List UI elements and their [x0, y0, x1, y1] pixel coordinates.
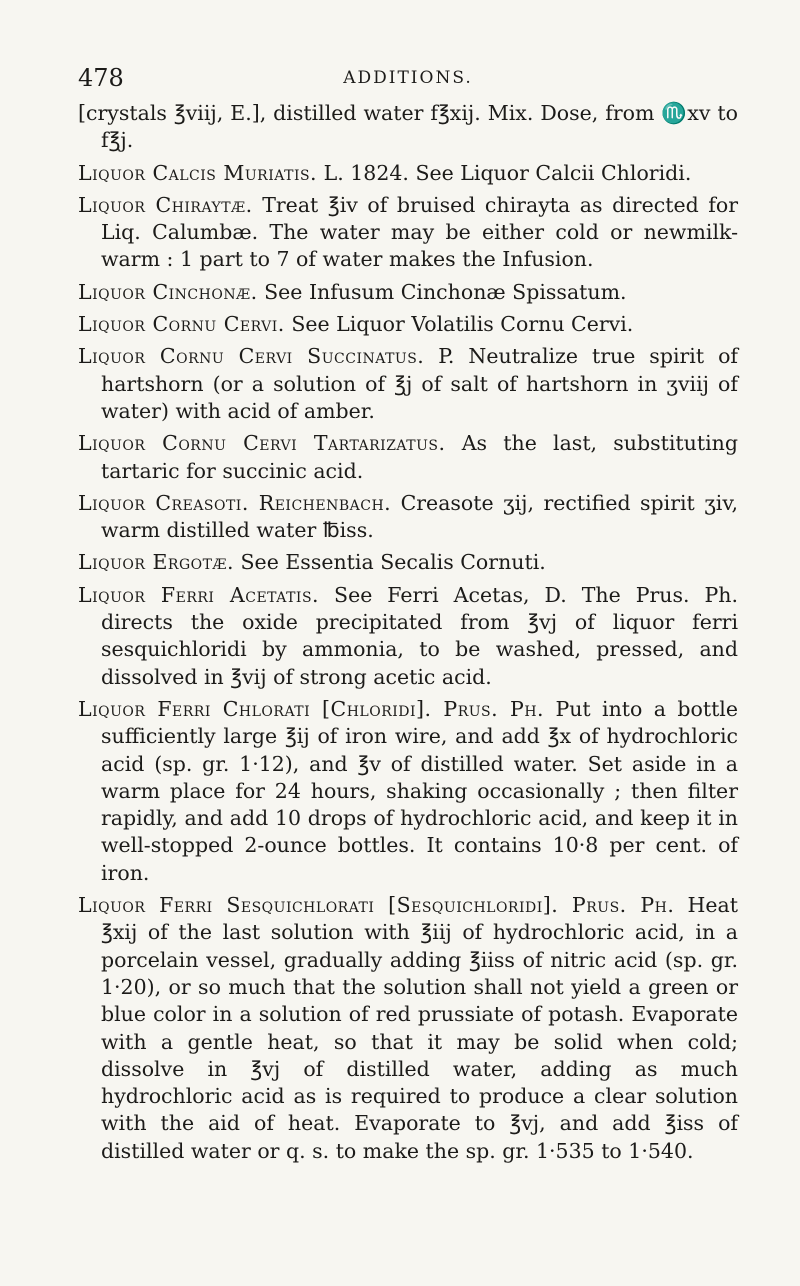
entry-heading: Liquor Ferri Acetatis.: [78, 582, 320, 607]
entry-text: See Liquor Volatilis Cornu Cervi.: [284, 312, 634, 337]
entry-heading: Liquor Ferri Sesquichlorati [Sesquichloridi]. Prus. Ph.: [78, 893, 675, 918]
entry-text: L. 1824. See Liquor Calcii Chloridi.: [317, 160, 692, 185]
entry-liquor-ferri-chlorati: [78, 696, 738, 887]
entry-liquor-ferri-sesquichlorati: [78, 892, 738, 1165]
entry-heading: Liquor Creasoti. Reichenbach.: [78, 490, 392, 515]
entry-heading: Liquor Chiraytæ.: [78, 192, 253, 217]
entry-liquor-ergotae: [78, 549, 738, 576]
entry-text: P. Neutralize true spirit of hartshorn (or a solution of ℥j of salt of hartshorn in ʒviij of water) with acid of amber.: [101, 344, 738, 423]
entry-text: Treat ℥iv of bruised chirayta as directed for Liq. Calumbæ. The water may be either cold or newmilk-warm : 1 part to 7 of water makes the Infusion.: [101, 192, 739, 272]
entry-liquor-creasoti: [78, 490, 738, 545]
entry-text: Put into a bottle sufficiently large ℥ij of iron wire, and add ℥x of hydrochloric acid (sp. gr. 1·12), and ℥v of distilled water. Set aside in a warm place for 24 hours, shaking occasionally ; then filter rapidly, and add 10 drops of hydrochloric acid, and keep it in well-stopped 2-ounce bottles. It contains 10·8 per cent. of iron.: [101, 696, 738, 885]
page-header: [78, 64, 738, 94]
entry-text: See Essentia Secalis Cornuti.: [234, 550, 546, 575]
page-body: [78, 100, 738, 1170]
entry-text: See Infusum Cinchonæ Spissatum.: [257, 279, 627, 304]
entry-continuation: [78, 100, 738, 155]
entry-text: Heat ℥xij of the last solution with ℥iij of hydrochloric acid, in a porcelain vessel, gradually adding ℥iiss of nitric acid (sp. gr. 1·20), or so much that the solution shall not yield a green or blue color in a solution of red prussiate of potash. Evaporate with a gentle heat, so that it may be solid when cold; dissolve in ℥vj of distilled water, adding as much hydrochloric acid as is required to produce a clear solution with the aid of heat. Evaporate to ℥vj, and add ℥iss of distilled water or q. s. to make the sp. gr. 1·535 to 1·540.: [101, 893, 738, 1163]
entry-text: See Ferri Acetas, D. The Prus. Ph. directs the oxide precipitated from ℥vj of liquor ferri sesquichloridi by ammonia, to be washed, pressed, and dissolved in ℥vij of strong acetic acid.: [101, 582, 738, 689]
entry-heading: Liquor Ferri Chlorati [Chloridi]. Prus. Ph.: [78, 696, 545, 721]
entry-text: As the last, substituting tartaric for succinic acid.: [101, 431, 738, 483]
page-number: 478: [78, 64, 124, 92]
entry-liquor-cornu-cervi-tartarizatus: [78, 430, 738, 485]
entry-heading: Liquor Cornu Cervi.: [78, 312, 285, 337]
entry-heading: Liquor Cornu Cervi Tartarizatus.: [78, 431, 446, 456]
entry-text: [crystals ℥viij, E.], distilled water f℥xij. Mix. Dose, from ♏xv to f℥j.: [78, 101, 738, 153]
entry-liquor-cornu-cervi: [78, 311, 738, 338]
entry-liquor-cornu-cervi-succinatus: [78, 343, 738, 425]
entry-heading: Liquor Ergotæ.: [78, 550, 234, 575]
entry-liquor-ferri-acetatis: [78, 582, 738, 691]
running-head: ADDITIONS.: [343, 68, 473, 88]
entry-text: Creasote ʒij, rectified spirit ʒiv, warm distilled water ℔iss.: [101, 490, 738, 543]
entry-heading: Liquor Cinchonæ.: [78, 279, 258, 304]
entry-liquor-cinchonae: [78, 279, 738, 306]
entry-liquor-calcis-muriatis: [78, 160, 738, 187]
entry-heading: Liquor Calcis Muriatis.: [78, 160, 318, 185]
entry-liquor-chiraytae: [78, 192, 738, 274]
entry-heading: Liquor Cornu Cervi Succinatus.: [78, 344, 425, 369]
